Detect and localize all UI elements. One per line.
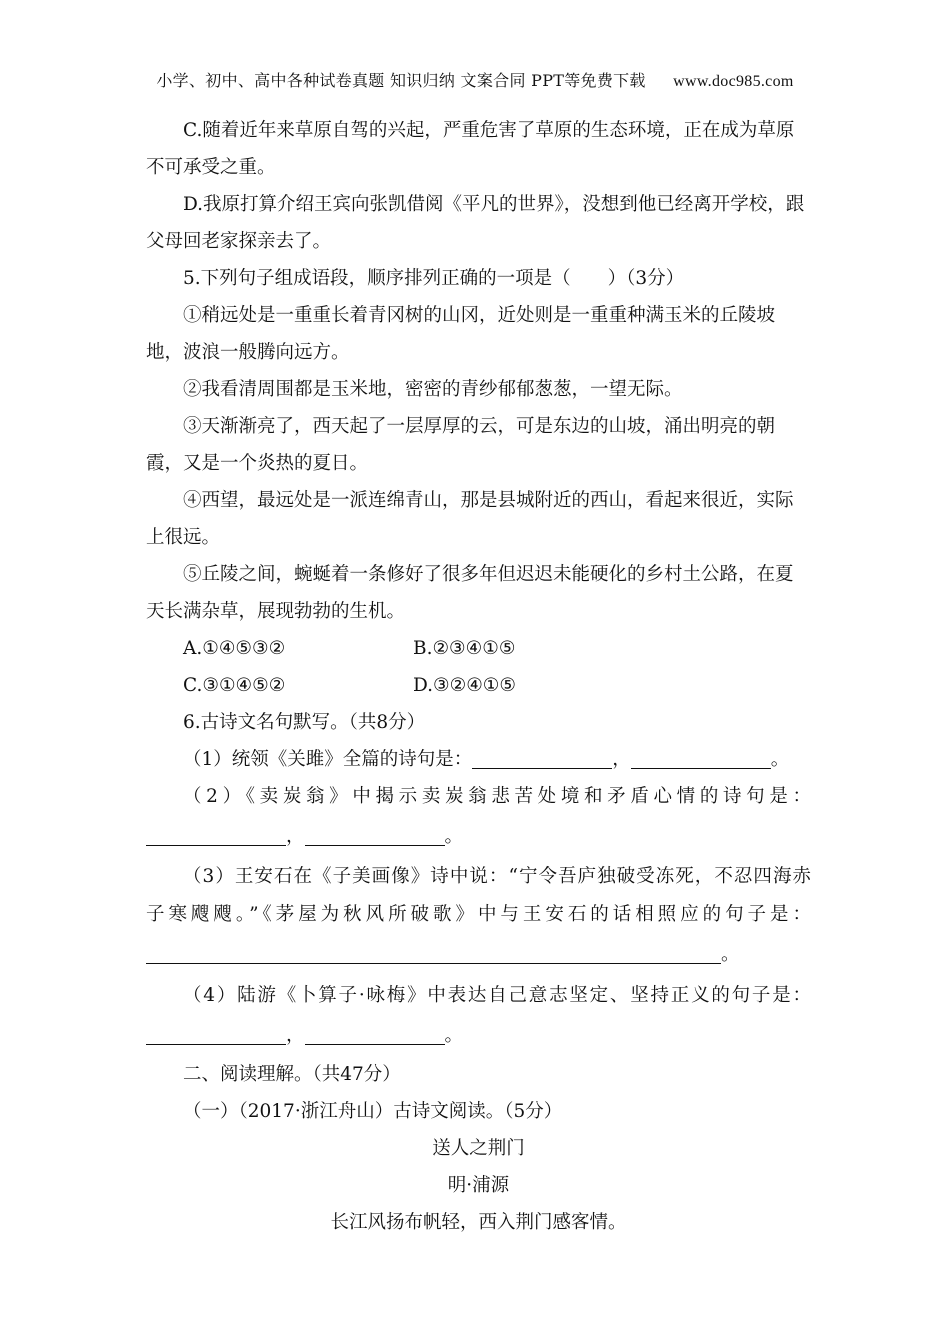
comma: ，: [286, 826, 305, 847]
comma: ，: [612, 749, 631, 770]
answer-blank: [146, 941, 721, 964]
answer-blank: [146, 1022, 286, 1045]
answer-blank: [146, 823, 286, 846]
q4-option-d: D.我原打算介绍王宾向张凯借阅《平凡的世界》，没想到他已经离开学校，跟父母回老家探亲去了。: [146, 194, 805, 252]
content: [146, 112, 811, 1241]
q5-options-row-1: [146, 630, 811, 667]
q6-item-4: （4）陆游《卜算子·咏梅》中表达自己意志坚定、坚持正义的句子是：: [183, 985, 811, 1006]
period: 。: [770, 749, 790, 770]
page-header: [0, 68, 950, 91]
section-2-title: 二、阅读理解。（共47分）: [183, 1064, 401, 1085]
q6-item-3-line-1: （3）王安石在《子美画像》诗中说：“宁令吾庐独破受冻死，不忍四海赤: [183, 866, 811, 887]
poem-line-1: 长江风扬布帆轻，西入荆门感客情。: [330, 1212, 627, 1233]
q5-sentence-4: ④西望，最远处是一派连绵青山，那是县城附近的西山，看起来很近，实际上很远。: [146, 490, 794, 548]
q5-sentence-5: ⑤丘陵之间，蜿蜒着一条修好了很多年但迟迟未能硬化的乡村土公路，在夏天长满杂草，展现勃勃的生机。: [146, 564, 794, 622]
q6-item-3-blanks: [146, 934, 811, 976]
poem-author: 明·浦源: [447, 1175, 510, 1196]
q6-item-2-blanks: [146, 815, 811, 858]
q5-option-d: D.③②④①⑤: [413, 675, 516, 696]
q5-stem: 5.下列句子组成语段，顺序排列正确的一项是（ ）（3分）: [183, 268, 685, 289]
answer-blank: [305, 1022, 445, 1045]
q6-item-3-line-2: 子寒飕飕。”《茅屋为秋风所破歌》中与王安石的话相照应的句子是：: [146, 904, 811, 925]
answer-blank: [305, 823, 445, 846]
comma: ，: [286, 1025, 305, 1046]
period: 。: [444, 826, 464, 847]
q5-sentence-3: ③天渐渐亮了，西天起了一层厚厚的云，可是东边的山坡，涌出明亮的朝霞，又是一个炎热的夏日。: [146, 416, 776, 474]
q6-item-4-blanks: [146, 1016, 811, 1056]
header-text: 小学、初中、高中各种试卷真题 知识归纳 文案合同 PPT等免费下载: [156, 71, 646, 90]
q5-option-c: C.③①④⑤②: [183, 675, 286, 696]
q5-option-a: A.①④⑤③②: [183, 638, 286, 659]
poem-title: 送人之荆门: [432, 1138, 525, 1159]
q6-item-2: （2）《卖炭翁》中揭示卖炭翁悲苦处境和矛盾心情的诗句是：: [183, 786, 811, 807]
q5-sentence-1: ①稍远处是一重重长着青冈树的山冈，近处则是一重重种满玉米的丘陵坡地，波浪一般腾向远方。: [146, 305, 776, 363]
answer-blank: [472, 746, 612, 769]
period: 。: [721, 944, 740, 965]
q6-item-1-text: （1）统领《关雎》全篇的诗句是：: [183, 749, 473, 770]
header-site: www.doc985.com: [673, 73, 794, 90]
q6-item-1: [146, 741, 811, 778]
section-2-subtitle: （一）（2017·浙江舟山）古诗文阅读。（5分）: [183, 1101, 563, 1122]
q5-options-row-2: [146, 667, 811, 704]
q6-stem: 6.古诗文名句默写。（共8分）: [183, 712, 426, 733]
q5-option-b: B.②③④①⑤: [413, 638, 516, 659]
answer-blank: [631, 746, 771, 769]
period: 。: [444, 1025, 464, 1046]
q4-option-c: C.随着近年来草原自驾的兴起，严重危害了草原的生态环境，正在成为草原不可承受之重。: [146, 120, 795, 178]
q5-sentence-2: ②我看清周围都是玉米地，密密的青纱郁郁葱葱，一望无际。: [183, 379, 683, 400]
